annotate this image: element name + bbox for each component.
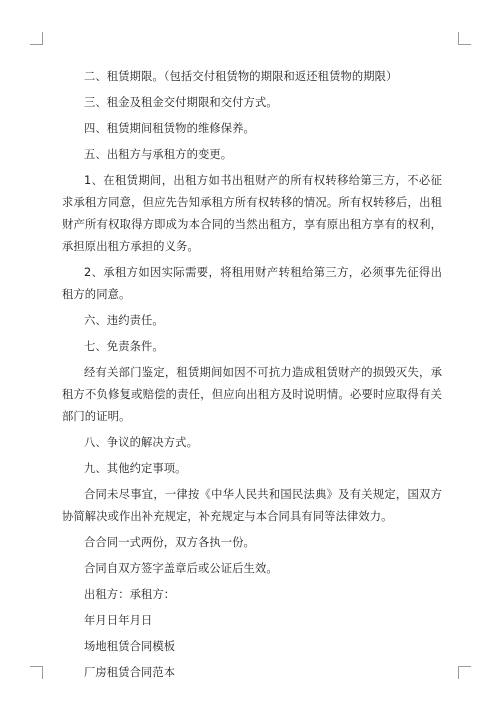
date-line: 年月日年月日 bbox=[84, 614, 153, 627]
clause-other-matters-body: 合同未尽事宜，一律按《中华人民共和国民法典》及有关规定，国双方协简解决或作出补充规定，补充规定与本合同具有同等法律效力。 bbox=[62, 488, 442, 523]
signature-line: 出租方：承租方： bbox=[84, 588, 176, 601]
clause-rental-term: 二、租赁期限。（包括交付租赁物的期限和返还租赁物的期限） bbox=[84, 70, 398, 83]
clause-exemption: 七、免责条件。 bbox=[84, 340, 164, 353]
copies-statement: 合合同一式两份，双方各执一份。 bbox=[84, 536, 255, 549]
crop-mark-bottom-right bbox=[458, 666, 471, 679]
crop-mark-bottom-left bbox=[30, 666, 43, 679]
clause-party-change-item-2: 2、承租方如因实际需要，将租用财产转租给第三方，必须事先征得出租方的同意。 bbox=[62, 266, 442, 301]
document-body bbox=[62, 66, 442, 688]
clause-breach-liability: 六、违约责任。 bbox=[84, 314, 164, 327]
related-title-2: 厂房租赁合同范本 bbox=[84, 666, 176, 679]
clause-party-change-item-1: 1、在租赁期间，出租方如书出租财产的所有权转移给第三方，不必征求承租方同意，但应先告知承租方所有权转移的情况。所有权转移后，出租财产所有权取得方即成为本合同的当然出租方，享有原出租方享有的权利，承担原出租方承担的义务。 bbox=[62, 174, 442, 253]
related-title-1: 场地租赁合同模板 bbox=[84, 640, 176, 653]
clause-rent-payment: 三、租金及租金交付期限和交付方式。 bbox=[84, 96, 278, 109]
clause-party-change: 五、出租方与承租方的变更。 bbox=[84, 148, 233, 161]
crop-mark-top-right bbox=[458, 32, 471, 45]
crop-mark-top-left bbox=[30, 32, 43, 45]
clause-maintenance: 四、租赁期间租赁物的维修保养。 bbox=[84, 122, 255, 135]
clause-exemption-body: 经有关部门鉴定，租赁期间如因不可抗力造成租赁财产的损毁灭失，承租方不负修复或赔偿的责任，但应向出租方及时说明情。必要时应取得有关部门的证明。 bbox=[62, 366, 442, 423]
effective-statement: 合同自双方签字盖章后或公证后生效。 bbox=[84, 562, 278, 575]
clause-other-matters: 九、其他约定事项。 bbox=[84, 462, 187, 475]
clause-dispute-resolution: 八、争议的解决方式。 bbox=[84, 436, 198, 449]
